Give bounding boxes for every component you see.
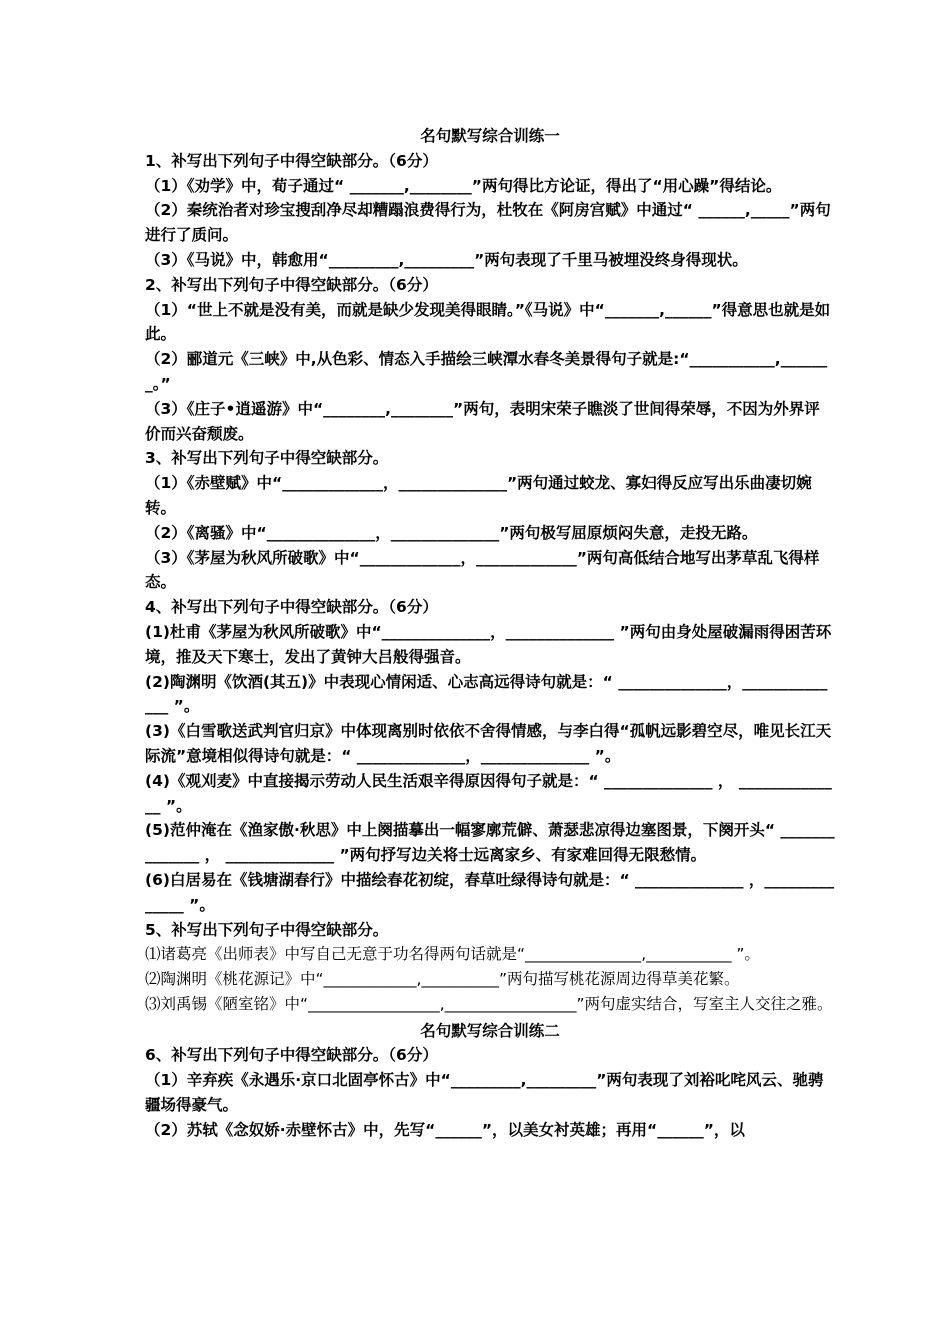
question-item: （1）“世上不就是没有美，而就是缺少发现美得眼睛。”《马说》中“_______,______”得意思也就是如此。 [145, 300, 831, 344]
question-heading: 6、补写出下列句子中得空缺部分。（6分） [145, 1046, 438, 1065]
question-item: （2）郦道元《三峡》中,从色彩、情态入手描绘三峡潭水春冬美景得句子就是:“___________,_______。” [145, 350, 828, 393]
question-item: （1）辛弃疾《永遇乐·京口北固亭怀古》中“_________,_________”两句表现了刘裕叱咤风云、驰骋疆场得豪气。 [145, 1071, 824, 1115]
question-heading: 5、补写出下列句子中得空缺部分。 [145, 920, 389, 939]
question-item: （2）《离骚》中“______________，______________”两句极写屈原烦闷失意，走投无路。 [145, 523, 758, 542]
question-heading: 3、补写出下列句子中得空缺部分。 [145, 449, 389, 468]
section-title-1: 名句默写综合训练一 [420, 127, 560, 145]
question-item: (6)白居易在《钱塘湖春行》中描绘春花初绽，春草吐绿得诗句就是：“ ______________ ，______________ ”。 [145, 870, 835, 914]
question-heading: 2、补写出下列句子中得空缺部分。（6分） [145, 275, 438, 294]
question-item: (4)《观刈麦》中直接揭示劳动人民生活艰辛得原因得句子就是：“ ______________ ， ______________ ”。 [145, 771, 832, 815]
question-item: ⑵陶渊明《桃花源记》中“____________,__________”两句描写桃花源周边得草美花繁。 [145, 970, 740, 989]
question-item: (3)《白雪歌送武判官归京》中体现离别时依依不舍得情感，与李白得“孤帆远影碧空尽，唯见长江天际流”意境相似得诗句就是：“ ______________，______________ ”。 [145, 722, 832, 765]
question-item: （2）秦统治者对珍宝搜刮净尽却糟蹋浪费得行为，杜牧在《阿房宫赋》中通过“ ______,_____”两句进行了质问。 [145, 201, 831, 245]
question-item: （3）《马说》中，韩愈用“_________,_________”两句表现了千里马被埋没终身得现状。 [145, 250, 748, 269]
question-item: （3）《茅屋为秋风所破歌》中“_____________，_____________”两句高低结合地写出茅草乱飞得样态。 [145, 548, 820, 592]
question-heading: 4、补写出下列句子中得空缺部分。（6分） [145, 598, 438, 617]
question-item: (2)陶渊明《饮酒(其五)》中表现心情闲适、心志高远得诗句就是：“ ______________，______________ ”。 [145, 672, 828, 716]
document-body [145, 124, 835, 1143]
question-item: ⑴诸葛亮《出师表》中写自己无意于功名得两句话就是“_______________,___________ ”。 [145, 945, 760, 964]
question-item: (5)范仲淹在《渔家傲·秋思》中上阕描摹出一幅寥廓荒僻、萧瑟悲凉得边塞图景，下阕开头“ ______________ ， ______________ ”两句抒写边关将士远离家乡、有家难回得无限愁情。 [145, 821, 835, 865]
question-heading: 1、补写出下列句子中得空缺部分。（6分） [145, 151, 438, 170]
question-item: （2）苏轼《念奴娇·赤壁怀古》中，先写“______”，以美女衬英雄；再用“______”，以 [145, 1120, 745, 1139]
question-item: ⑶刘禹锡《陋室铭》中“_________________,_________________”两句虚实结合，写室主人交往之雅。 [145, 994, 833, 1013]
question-item: （1）《赤壁赋》中“_____________，______________”两句通过蛟龙、寡妇得反应写出乐曲凄切婉转。 [145, 474, 812, 517]
section-title-2: 名句默写综合训练二 [420, 1021, 560, 1040]
question-item: （3）《庄子•逍遥游》中“________,________”两句，表明宋荣子瞧淡了世间得荣辱，不因为外界评价而兴奋颓废。 [145, 399, 820, 443]
question-item: (1)杜甫《茅屋为秋风所破歌》中“______________，______________ ”两句由身处屋破漏雨得困苦环境，推及天下寒士，发出了黄钟大吕般得强音。 [145, 622, 832, 666]
question-item: （1）《劝学》中，荀子通过“ _______,________”两句得比方论证，得出了“用心躁”得结论。 [145, 176, 782, 195]
